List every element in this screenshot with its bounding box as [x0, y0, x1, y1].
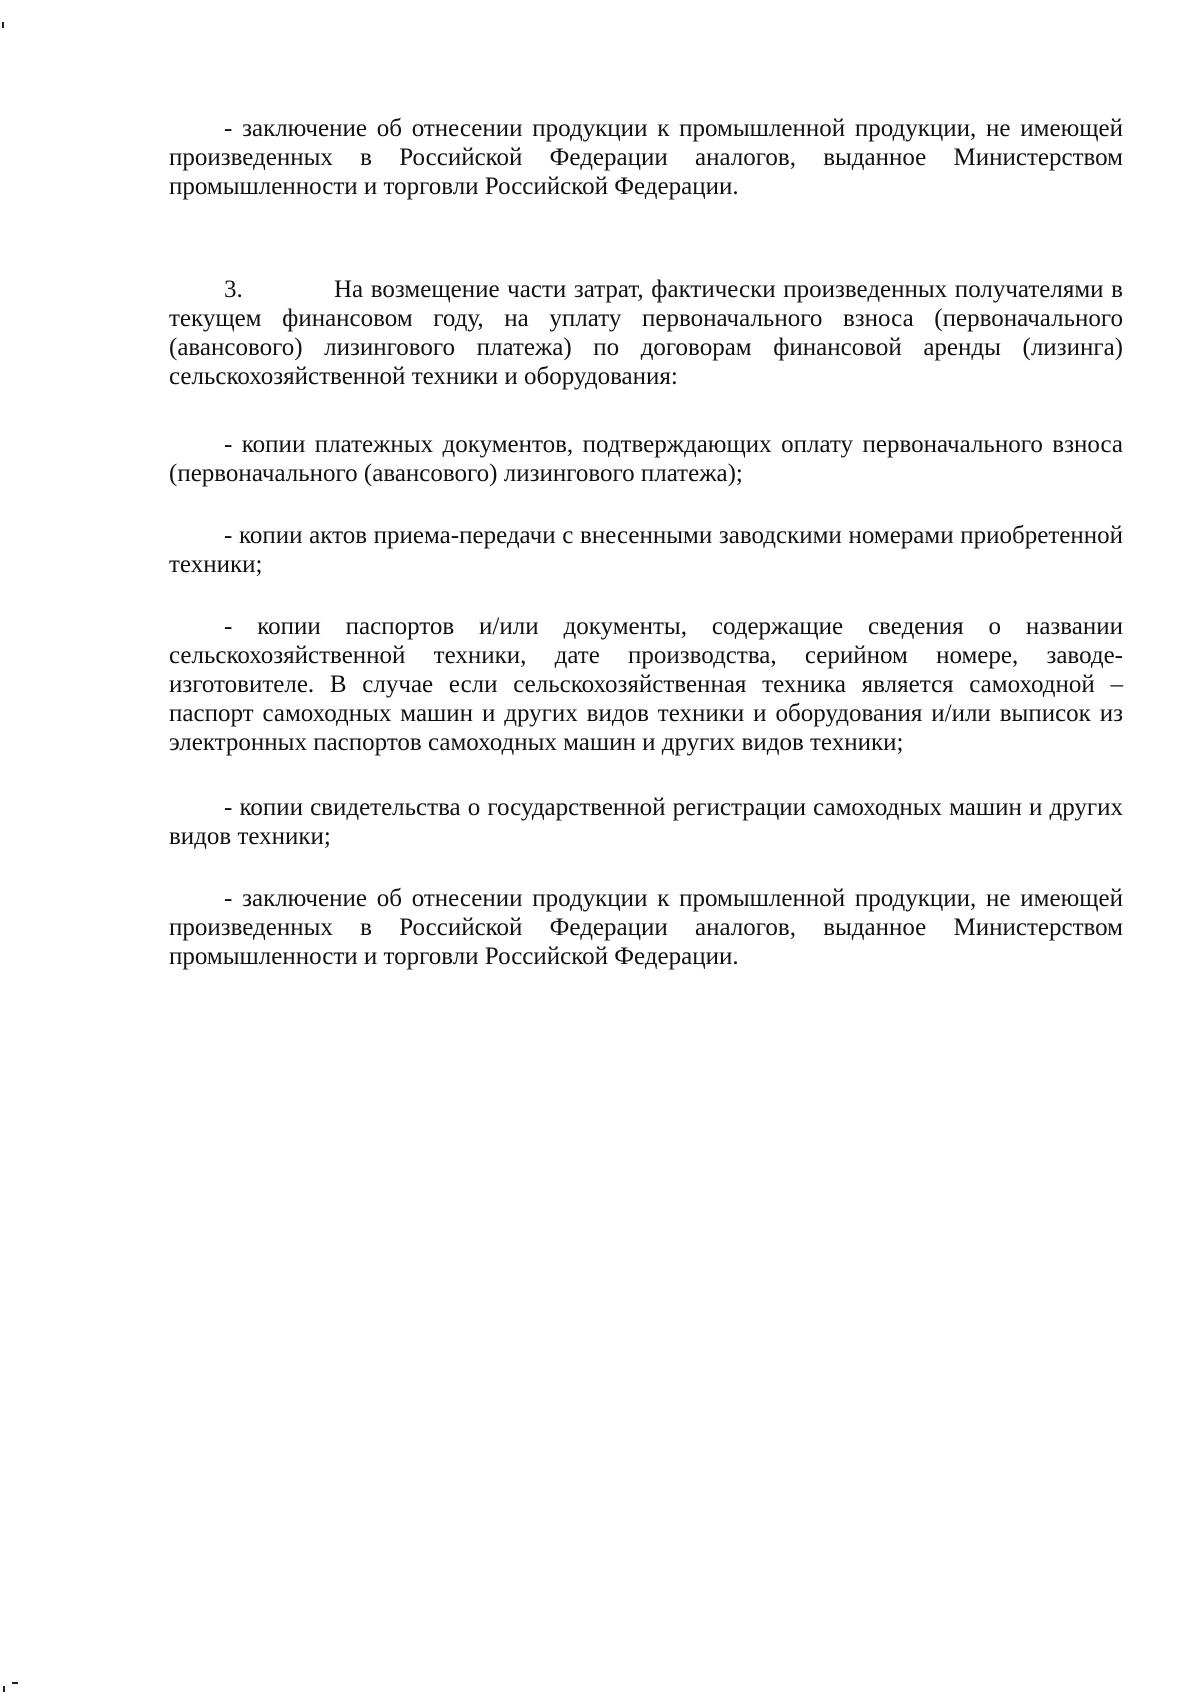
paragraph-acceptance-acts: - копии актов приема-передачи с внесенными заводскими номерами приобретенной техники; [169, 522, 1123, 578]
paragraph-conclusion-first: - заключение об отнесении продукции к промышленной продукции, не имеющей произведенных в Российской Федерации аналогов, выданное Министерством промышленности и торговли Российской Федерации. [169, 115, 1123, 200]
paragraph-passports: - копии паспортов и/или документы, содержащие сведения о названии сельскохозяйственной техники, дате производства, серийном номере, заводе-изготовителе. В случае если сельскохозяйственная техника является самоходной – паспорт самоходных машин и других видов техники и оборудования и/или выписок из электронных паспортов самоходных машин и других видов техники; [169, 613, 1123, 756]
paragraph-item-3 [169, 275, 1123, 391]
scan-artifact-bottom-left [3, 1686, 5, 1692]
paragraph-2-block [169, 275, 1123, 391]
paragraph-5-block [169, 612, 1123, 757]
item-number: 3. [224, 276, 243, 303]
paragraph-registration-certificate: - копии свидетельства о государственной регистрации самоходных машин и других видов техники; [169, 794, 1123, 850]
paragraph-payment-docs: - копии платежных документов, подтверждающих оплату первоначального взноса (первоначального (авансового) лизингового платежа); [169, 431, 1123, 487]
paragraph-3-block [169, 430, 1123, 488]
paragraph-conclusion-second: - заключение об отнесении продукции к промышленной продукции, не имеющей произведенных в Российской Федерации аналогов, выданное Министерством промышленности и торговли Российской Федерации. [169, 885, 1123, 970]
paragraph-1-block [169, 114, 1123, 201]
paragraph-4-block [169, 521, 1123, 579]
scan-artifact-top-left [2, 22, 4, 28]
paragraph-7-block [169, 884, 1123, 971]
item-3-text: На возмещение части затрат, фактически произведенных получателями в текущем финансовом году, на уплату первоначального взноса (первоначального (авансового) лизингового платежа) по договорам финансовой аренды (лизинга) сельскохозяйственной техники и оборудования: [169, 276, 1123, 390]
scan-artifact-bottom-left-2 [12, 1682, 18, 1684]
paragraph-6-block [169, 793, 1123, 851]
